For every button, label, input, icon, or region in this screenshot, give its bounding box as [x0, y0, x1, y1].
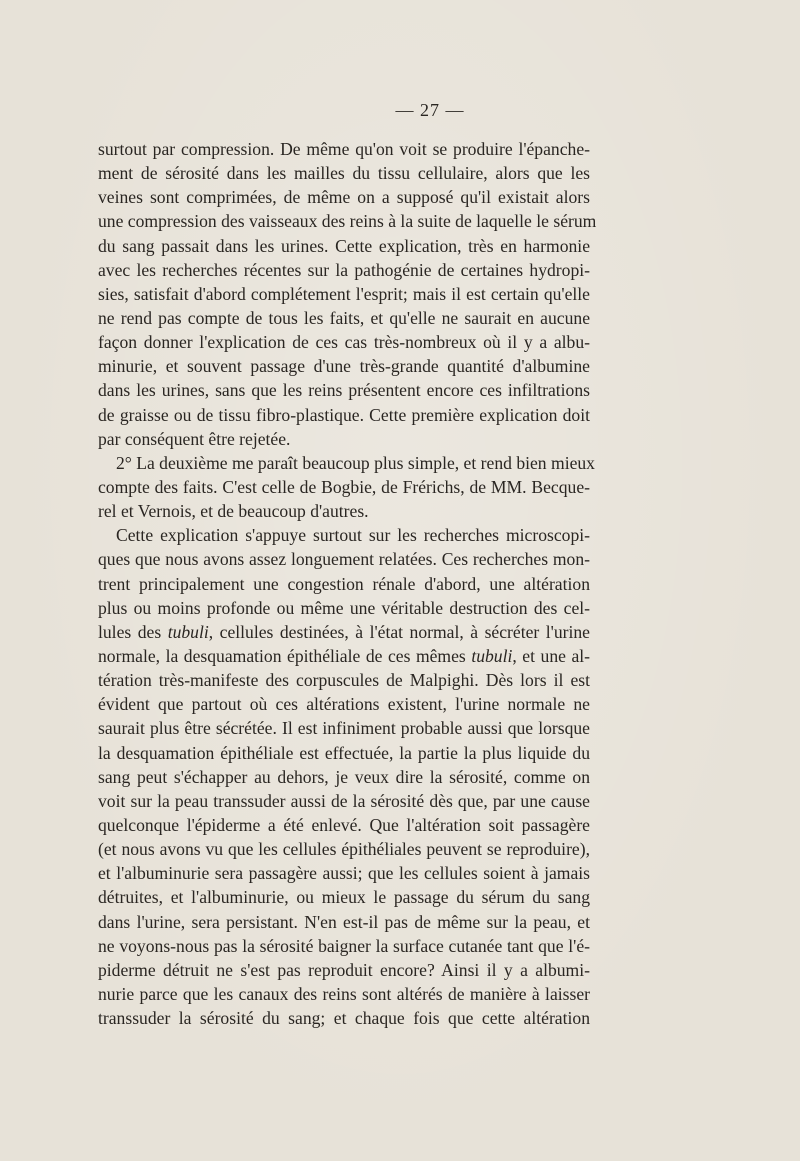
text-line: détruites, et l'albuminurie, ou mieux le passage du sérum du sang: [98, 887, 590, 908]
text-line: une compression des vaisseaux des reins à la suite de laquelle le sérum: [98, 211, 597, 232]
text-line: rel et Vernois, et de beaucoup d'autres.: [98, 501, 369, 522]
text-line: quelconque l'épiderme a été enlevé. Que l'altération soit passagère: [98, 814, 590, 835]
text-segment: , et une al-: [512, 645, 590, 666]
text-line: par conséquent être rejetée.: [98, 428, 291, 449]
text-line: transsuder la sérosité du sang; et chaque fois que cette altération: [98, 1008, 590, 1029]
text-line: Cette explication s'appuye surtout sur les recherches microscopi-: [116, 525, 590, 546]
text-line: du sang passait dans les urines. Cette explication, très en harmonie: [98, 235, 590, 256]
text-line: dans l'urine, sera persistant. N'en est-il pas de même sur la peau, et: [98, 911, 590, 932]
text-line: et l'albuminurie sera passagère aussi; que les cellules soient à jamais: [98, 863, 590, 884]
text-line: dans les urines, sans que les reins présentent encore ces infiltrations: [98, 380, 590, 401]
text-line: de graisse ou de tissu fibro-plastique. Cette première explication doit: [98, 404, 590, 425]
text-line: avec les recherches récentes sur la pathogénie de certaines hydropi-: [98, 259, 590, 280]
text-line: tération très-manifeste des corpuscules de Malpighi. Dès lors il est: [98, 670, 590, 691]
text-line: ment de sérosité dans les mailles du tissu cellulaire, alors que les: [98, 163, 590, 184]
text-line: façon donner l'explication de ces cas très-nombreux où il y a albu-: [98, 332, 590, 353]
text-line: surtout par compression. De même qu'on voit se produire l'épanche-: [98, 139, 590, 159]
text-line: ne voyons-nous pas la sérosité baigner la surface cutanée tant que l'é-: [98, 935, 590, 956]
text-line: minurie, et souvent passage d'une très-grande quantité d'albumine: [98, 356, 590, 377]
italic-term: tubuli: [471, 645, 513, 666]
text-line: la desquamation épithéliale est effectuée, la partie la plus liquide du: [98, 742, 590, 763]
text-line: piderme détruit ne s'est pas reproduit encore? Ainsi il y a albumi-: [98, 959, 590, 980]
text-line: évident que partout où ces altérations existent, l'urine normale ne: [98, 694, 590, 715]
text-line: [98, 620, 590, 644]
text-line: compte des faits. C'est celle de Bogbie, de Frérichs, de MM. Becque-: [98, 476, 590, 497]
text-segment: , cellules destinées, à l'état normal, à sécréter l'urine: [208, 621, 590, 642]
text-line: [98, 644, 590, 668]
text-line: sang peut s'échapper au dehors, je veux dire la sérosité, comme on: [98, 766, 590, 787]
text-line: plus ou moins profonde ou même une véritable destruction des cel-: [98, 597, 590, 618]
text-segment: lules des: [98, 621, 168, 642]
text-line: veines sont comprimées, de même on a supposé qu'il existait alors: [98, 187, 590, 208]
text-line: ne rend pas compte de tous les faits, et qu'elle ne saurait en aucune: [98, 307, 590, 328]
italic-term: tubuli: [167, 621, 209, 642]
text-line: voit sur la peau transsuder aussi de la sérosité dès que, par une cause: [98, 790, 590, 811]
body-text: [98, 137, 597, 1030]
text-line: sies, satisfait d'abord complétement l'esprit; mais il est certain qu'elle: [98, 283, 590, 304]
text-line: saurait plus être sécrétée. Il est infiniment probable aussi que lorsque: [98, 718, 590, 739]
text-line: 2° La deuxième me paraît beaucoup plus simple, et rend bien mieux: [116, 452, 595, 473]
text-line: ques que nous avons assez longuement relatées. Ces recherches mon-: [98, 549, 590, 570]
text-line: nurie parce que les canaux des reins sont altérés de manière à laisser: [98, 983, 590, 1004]
text-segment: normale, la desquamation épithéliale de ces mêmes: [98, 645, 472, 666]
text-line: (et nous avons vu que les cellules épithéliales peuvent se reproduire),: [98, 839, 590, 860]
text-line: trent principalement une congestion rénale d'abord, une altération: [98, 573, 590, 594]
page-number: — 27 —: [395, 100, 465, 120]
